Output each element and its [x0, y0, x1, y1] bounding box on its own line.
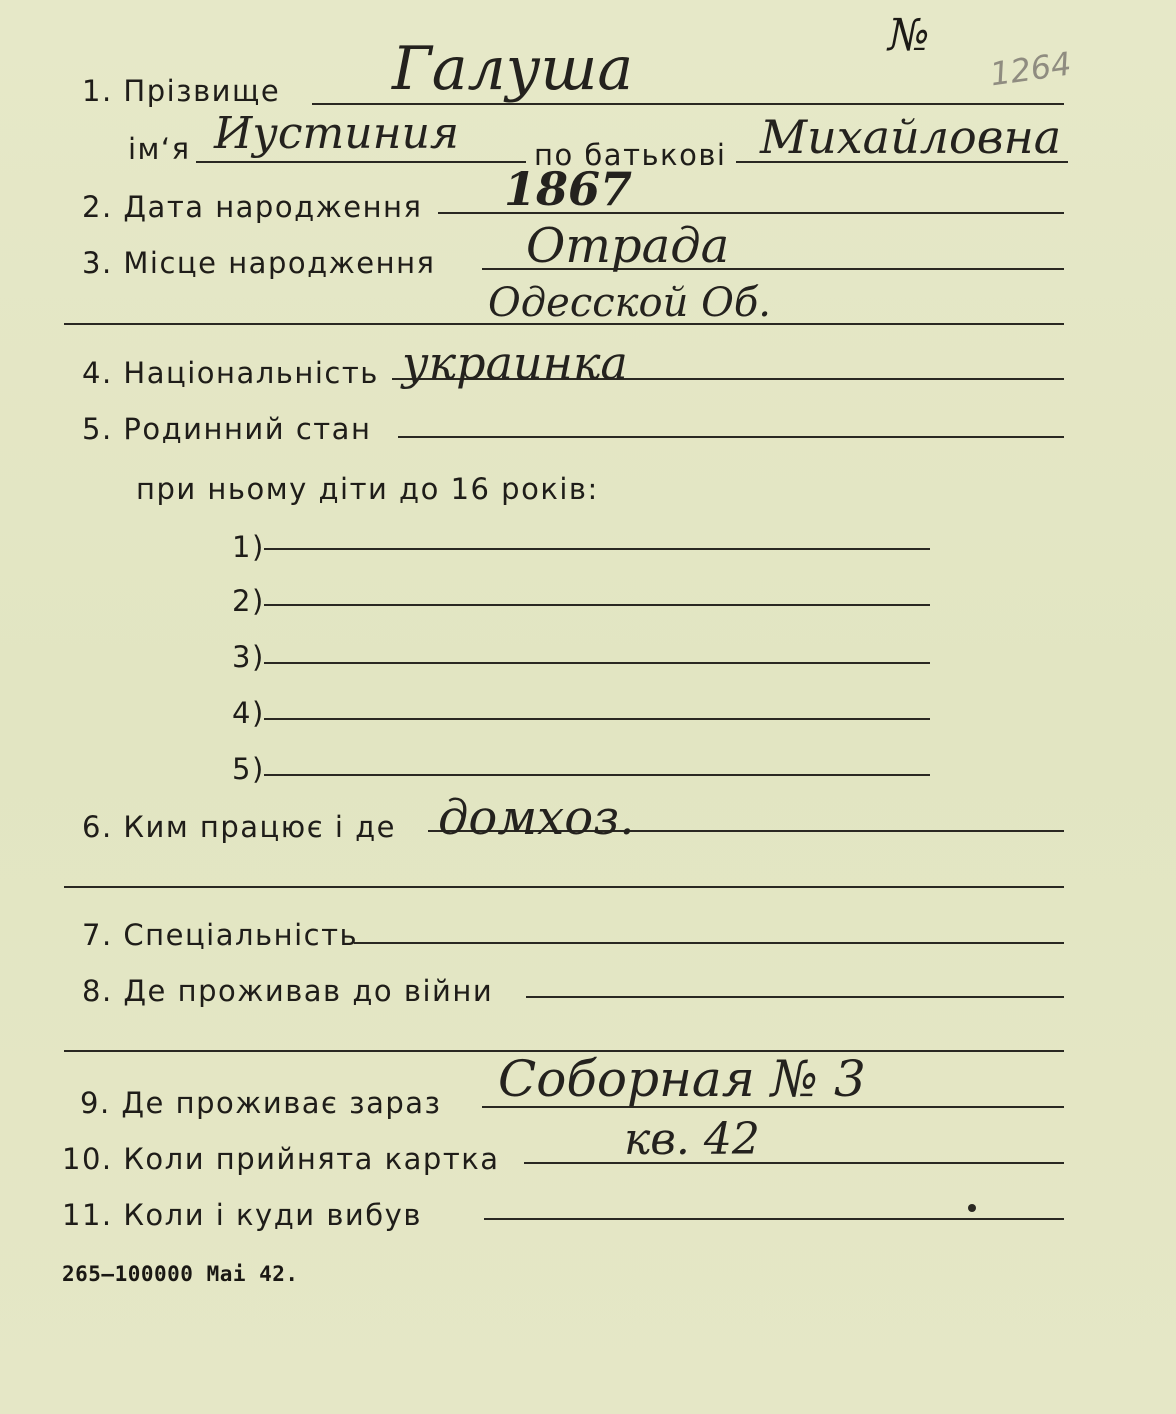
child-2-line	[264, 604, 930, 606]
birth-date-label: 2. Дата народження	[82, 190, 423, 224]
child-4-line	[264, 718, 930, 720]
child-3-line	[264, 662, 930, 664]
prewar-residence-line	[526, 996, 1064, 998]
current-residence-value[interactable]: Соборная № 3	[498, 1050, 866, 1108]
child-4-num: 4)	[232, 696, 265, 730]
departed-line	[484, 1218, 1064, 1220]
birth-place-value[interactable]: Отрада	[526, 218, 730, 274]
nationality-label: 4. Національність	[82, 356, 379, 390]
patronymic-value[interactable]: Михайловна	[760, 110, 1062, 164]
surname-label: 1. Прізвище	[82, 74, 281, 108]
child-1-num: 1)	[232, 530, 265, 564]
marital-status-label: 5. Родинний стан	[82, 412, 372, 446]
name-label: ім‘я	[128, 132, 191, 166]
name-line	[196, 161, 526, 163]
child-3-num: 3)	[232, 640, 265, 674]
specialty-line	[354, 942, 1064, 944]
card-accepted-value[interactable]: кв. 42	[624, 1114, 760, 1165]
patronymic-label: по батькові	[534, 138, 727, 172]
surname-value[interactable]: Галуша	[392, 34, 634, 104]
marital-status-line	[398, 436, 1064, 438]
child-2-num: 2)	[232, 584, 265, 618]
card-accepted-line	[524, 1162, 1064, 1164]
name-value[interactable]: Иустиния	[214, 108, 460, 159]
prewar-residence-label: 8. Де проживав до війни	[82, 974, 494, 1008]
print-code: 265—100000 Mai 42.	[62, 1262, 299, 1286]
children-label: при ньому діти до 16 років:	[136, 472, 599, 506]
card-accepted-label: 10. Коли прийнята картка	[62, 1142, 500, 1176]
current-residence-label: 9. Де проживає зараз	[80, 1086, 442, 1120]
ink-dot	[968, 1204, 976, 1212]
nationality-value[interactable]: украинка	[402, 336, 628, 390]
occupation-value[interactable]: домхоз.	[438, 790, 635, 846]
occupation-label: 6. Ким працює і де	[82, 810, 397, 844]
card-number-mark: №	[888, 10, 930, 61]
child-5-num: 5)	[232, 752, 265, 786]
specialty-label: 7. Спеціальність	[82, 918, 359, 952]
departed-label: 11. Коли і куди вибув	[62, 1198, 422, 1232]
card-number-pencil: 1264	[987, 44, 1074, 94]
birth-place-label: 3. Місце народження	[82, 246, 436, 280]
child-1-line	[264, 548, 930, 550]
birth-date-value[interactable]: 1867	[504, 162, 633, 216]
occupation-line-2	[64, 886, 1064, 888]
birth-place-value-2[interactable]: Одесской Об.	[488, 280, 771, 326]
child-5-line	[264, 774, 930, 776]
